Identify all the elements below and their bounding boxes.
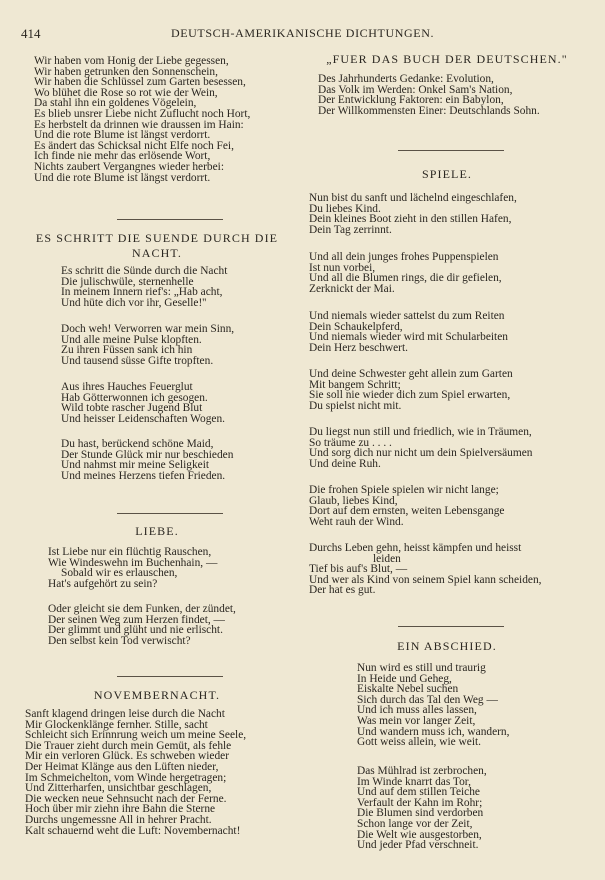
verse-line: Und sorg dich nur nicht um dein Spielversäumen	[309, 447, 533, 460]
poem-title: EIN ABSCHIED.	[397, 639, 497, 653]
section-divider	[117, 219, 223, 220]
section-divider	[398, 626, 504, 627]
verse-line: Wir haben vom Honig der Liebe gegessen,	[34, 55, 229, 67]
verse-line: Und nahmst mir meine Seligkeit	[61, 459, 210, 472]
verse-line: Sich durch das Tal den Weg —	[357, 693, 498, 706]
verse-line: Der Entwicklung Faktoren: ein Babylon,	[318, 94, 504, 107]
verse-line: Aus ihres Hauches Feuerglut	[61, 381, 193, 393]
poem-suende-stanza-4	[61, 439, 233, 481]
poem-title: SPIELE.	[421, 167, 473, 181]
running-title: DEUTSCH-AMERIKANISCHE DICHTUNGEN.	[170, 26, 435, 40]
verse-line: Und Zitterharfen, unsichtbar geschlagen,	[25, 782, 212, 795]
verse-line: Gott weiss allein, wie weit.	[357, 736, 482, 749]
verse-line: Durchs ungemessne All in hehrer Pracht.	[25, 813, 212, 826]
verse-line: Und all die Blumen rings, die dir gefielen,	[309, 272, 502, 285]
verse-line: Was mein vor langer Zeit,	[357, 714, 476, 727]
verse-line: Und wer als Kind von seinem Spiel kann scheiden,	[309, 573, 542, 586]
verse-line: Oder gleicht sie dem Funken, der zündet,	[48, 603, 236, 615]
verse-line: Und die rote Blume ist längst verdorrt.	[34, 171, 211, 184]
verse-line: Hoch über mir ziehn ihre Bahn die Sterne	[25, 803, 216, 816]
verse-line: Und deine Schwester geht allein zum Garten	[309, 368, 513, 380]
poem-suende-stanza-2	[61, 324, 234, 366]
verse-line: Des Jahrhunderts Gedanke: Evolution,	[318, 73, 494, 85]
verse-line: Tief bis auf's Blut, —	[309, 563, 408, 576]
section-divider	[117, 676, 223, 677]
poem-spiele-stanza-7	[309, 543, 542, 596]
page-header	[0, 26, 605, 42]
verse-line: Und hüte dich vor ihr, Geselle!''	[61, 296, 207, 309]
verse-line: Ich finde nie mehr das erlösende Wort,	[34, 150, 211, 163]
verse-line: Ist nun vorbei,	[309, 261, 376, 274]
verse-line: Mir ein verloren Glück. Es schweben wieder	[25, 750, 230, 763]
verse-line: Wir haben getrunken den Sonnenschein,	[34, 65, 218, 78]
verse-line: Du hast, berückend schöne Maid,	[61, 438, 214, 450]
section-divider	[117, 513, 223, 514]
verse-line: Die frohen Spiele spielen wir nicht lange;	[309, 484, 499, 496]
verse-line: Und niemals wieder sattelst du zum Reiten	[309, 310, 505, 322]
poem-spiele-stanza-6	[309, 485, 504, 527]
verse-line: Hat's aufgehört zu sein?	[48, 577, 158, 590]
verse-line: Dein Tag zerrinnt.	[309, 223, 392, 236]
verse-line: Ist Liebe nur ein flüchtig Rauschen,	[48, 546, 212, 558]
poem-title: LIEBE.	[135, 524, 179, 538]
verse-line: Mit bangem Schritt;	[309, 378, 401, 391]
verse-line: Und ich muss alles lassen,	[357, 704, 477, 717]
verse-line: Und alle meine Pulse klopften.	[61, 333, 202, 346]
verse-line: Zerknickt der Mai.	[309, 282, 395, 295]
verse-line: Den selbst kein Tod verwischt?	[48, 634, 191, 647]
verse-line: Und jeder Pfad verschneit.	[357, 839, 479, 852]
verse-line: Der seinen Weg zum Herzen findet, —	[48, 613, 225, 626]
poem-spiele-stanza-1	[309, 193, 517, 235]
poem-spiele-stanza-2	[309, 252, 502, 294]
verse-line: Und heisser Leidenschaften Wogen.	[61, 412, 225, 425]
verse-line: Im Winde knarrt das Tor,	[357, 775, 471, 788]
verse-line: Nichts zaubert Vergangnes wieder herbei:	[34, 160, 224, 173]
poem-liebe-stanza-1	[48, 547, 217, 589]
verse-line: Der glimmt und glüht und nie erlischt.	[48, 624, 223, 637]
verse-line: Nun bist du sanft und lächelnd eingeschlafen,	[309, 192, 517, 204]
verse-line: Wie Windeswehn im Buchenhain, —	[48, 556, 218, 569]
verse-line: Und meines Herzens tiefen Frieden.	[61, 469, 226, 482]
verse-line: Durchs Leben gehn, heisst kämpfen und heisst	[309, 542, 522, 554]
verse-line: Und tausend süsse Gifte tropften.	[61, 354, 214, 367]
verse-line: Der hat es gut.	[309, 584, 376, 597]
verse-line: Der Stunde Glück mir nur beschieden	[61, 448, 234, 461]
verse-line: Du liegst nun still und friedlich, wie in Träumen,	[309, 426, 532, 438]
verse-line: Eiskalte Nebel suchen	[357, 683, 459, 696]
poem-novembernacht	[25, 709, 246, 836]
verse-line: Das Volk im Werden: Onkel Sam's Nation,	[318, 83, 513, 96]
verse-line: Die Trauer zieht durch mein Gemüt, als fehle	[25, 739, 232, 752]
verse-line: So träume zu . . . .	[309, 436, 392, 449]
verse-line: Wild tobte rascher Jugend Blut	[61, 402, 203, 415]
poem-buch-der-deutschen	[318, 74, 540, 116]
verse-line: Im Schmeichelton, vom Winde hergetragen;	[25, 771, 227, 784]
verse-line: Die wecken neue Sehnsucht nach der Ferne.	[25, 792, 227, 805]
verse-line: Und die rote Blume ist längst verdorrt.	[34, 129, 211, 142]
verse-line: Und niemals wieder wird mit Schularbeiten	[309, 331, 508, 344]
verse-line: Schleicht sich Erinnrung weich um meine Seele,	[25, 729, 247, 742]
verse-line: Der Willkommensten Einer: Deutschlands Sohn.	[318, 104, 540, 117]
verse-line: Es ändert das Schicksal nicht Elfe noch Fei,	[34, 139, 234, 152]
verse-line: Und wandern muss ich, wandern,	[357, 725, 510, 738]
verse-line: Sobald wir es erlauschen,	[61, 567, 178, 580]
verse-line: Da stahl ihn ein goldenes Vögelein,	[34, 97, 197, 110]
verse-line: Verfault der Kahn im Rohr;	[357, 796, 483, 809]
poem-spiele-stanza-4	[309, 369, 513, 411]
verse-line: Weht rauh der Wind.	[309, 515, 404, 528]
verse-line: Wir haben die Schlüssel zum Garten besessen,	[34, 76, 246, 89]
verse-line: Der Heimat Klänge aus den Lüften nieder,	[25, 760, 219, 773]
verse-line: Und deine Ruh.	[309, 457, 381, 470]
verse-line: Mir Glockenklänge fernher. Stille, sacht	[25, 718, 208, 731]
verse-line: Dort auf dem ernsten, weiten Lebensgange	[309, 505, 505, 518]
poem-spiele-stanza-3	[309, 311, 508, 353]
verse-line: Sie soll nie wieder dich zum Spiel erwarten,	[309, 389, 511, 402]
verse-line: Du liebes Kind.	[309, 202, 381, 215]
verse-line: Dein kleines Boot zieht in den stillen Hafen,	[309, 213, 512, 226]
verse-line: Glaub, liebes Kind,	[309, 494, 398, 507]
verse-line: Die Blumen sind verdorben	[357, 807, 484, 820]
verse-line: Schon lange vor der Zeit,	[357, 817, 473, 830]
verse-line: Doch weh! Verworren war mein Sinn,	[61, 323, 235, 335]
poem-abschied-stanza-1	[357, 663, 509, 748]
verse-line: Das Mühlrad ist zerbrochen,	[357, 765, 487, 777]
section-divider	[398, 150, 504, 151]
verse-line: Kalt schauernd weht die Luft: Novembernacht!	[25, 824, 241, 837]
verse-line: In Heide und Geheg,	[357, 672, 452, 685]
verse-line: Hab Götterwonnen ich gesogen.	[61, 391, 208, 404]
verse-line: Du spielst nicht mit.	[309, 399, 402, 412]
poem-title: „FUER DAS BUCH DER DEUTSCHEN."	[326, 52, 568, 66]
poem-title: ES SCHRITT DIE SUENDE DURCH DIE NACHT.	[35, 231, 279, 260]
verse-line: Sanft klagend dringen leise durch die Nacht	[25, 708, 225, 720]
poem-honig-der-liebe	[34, 56, 250, 183]
verse-line: Die julischwüle, sternenhelle	[61, 275, 194, 288]
verse-line: Es herbstelt da drinnen wie draussen im Hain:	[34, 118, 244, 131]
verse-line: Nun wird es still und traurig	[357, 662, 486, 674]
poem-abschied-stanza-2	[357, 766, 487, 851]
page-number: 414	[21, 26, 41, 41]
poem-title: NOVEMBERNACHT.	[93, 688, 221, 702]
verse-line: Es schritt die Sünde durch die Nacht	[61, 265, 228, 277]
verse-line: Und all dein junges frohes Puppenspielen	[309, 251, 499, 263]
verse-line: Es blieb unsrer Liebe nicht Zuflucht noch Hort,	[34, 107, 251, 120]
verse-line: Die Welt wie ausgestorben,	[357, 828, 482, 841]
verse-line: leiden	[373, 552, 401, 565]
verse-line: Dein Schaukelpferd,	[309, 320, 403, 333]
verse-line: Dein Herz beschwert.	[309, 341, 408, 354]
poem-suende-stanza-3	[61, 382, 225, 424]
verse-line: Wo blühet die Rose so rot wie der Wein,	[34, 86, 218, 99]
poem-suende-stanza-1	[61, 266, 227, 308]
verse-line: Zu ihren Füssen sank ich hin	[61, 344, 193, 357]
poem-spiele-stanza-5	[309, 427, 532, 469]
verse-line: In meinem Innern rief's: „Hab acht,	[61, 286, 223, 299]
poem-liebe-stanza-2	[48, 604, 236, 646]
verse-line: Und auf dem stillen Teiche	[357, 786, 480, 799]
